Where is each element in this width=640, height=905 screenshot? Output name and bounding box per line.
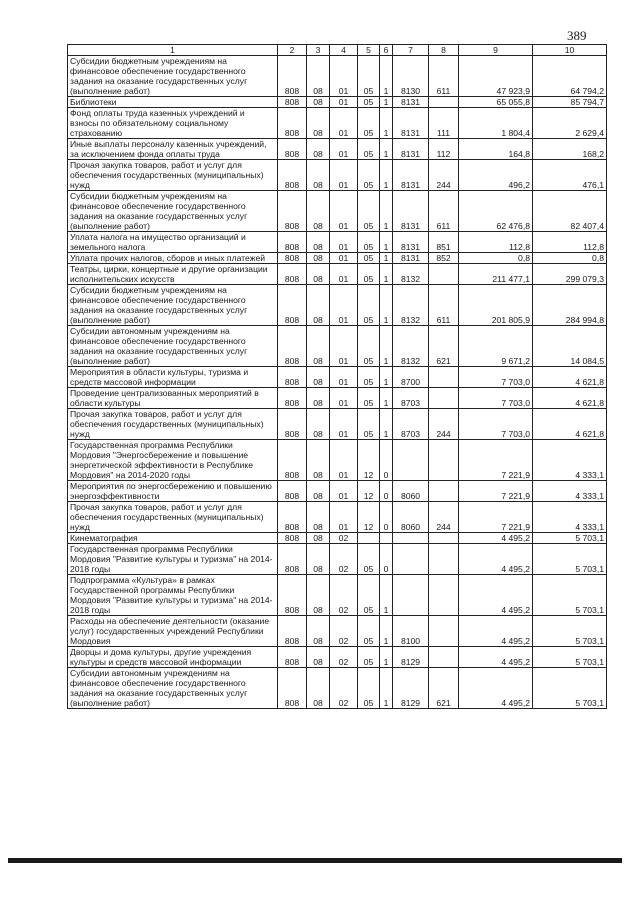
code-program: 05 [358,232,380,253]
table-row [68,409,607,440]
code-subsection: 02 [330,668,358,709]
code-program: 05 [358,160,380,191]
code-article: 8700 [393,367,429,388]
code-article: 8132 [393,264,429,285]
amount-year-1: 7 221,9 [459,502,533,533]
code-subsection: 02 [330,647,358,668]
code-subsection: 01 [330,367,358,388]
amount-year-1: 211 477,1 [459,264,533,285]
code-ministry: 808 [278,232,307,253]
amount-year-2: 4 621,8 [533,367,607,388]
code-article: 8131 [393,253,429,264]
amount-year-1: 47 923,9 [459,56,533,97]
code-subsection: 01 [330,97,358,108]
amount-year-2: 5 703,1 [533,544,607,575]
amount-year-1: 112,8 [459,232,533,253]
code-article: 8703 [393,388,429,409]
code-expense-type: 611 [429,56,459,97]
table-row [68,253,607,264]
amount-year-1: 1 804,4 [459,108,533,139]
code-expense-type [429,544,459,575]
code-program: 05 [358,326,380,367]
code-expense-type: 621 [429,668,459,709]
amount-year-1: 4 495,2 [459,575,533,616]
code-subprogram: 1 [380,285,393,326]
code-expense-type [429,575,459,616]
code-subprogram [380,533,393,544]
code-ministry: 808 [278,440,307,481]
code-subsection: 01 [330,502,358,533]
code-section: 08 [307,575,330,616]
code-program: 05 [358,108,380,139]
code-subsection: 01 [330,232,358,253]
code-ministry: 808 [278,533,307,544]
amount-year-2: 4 621,8 [533,388,607,409]
amount-year-2: 0,8 [533,253,607,264]
row-name: Библиотеки [68,97,278,108]
amount-year-2: 5 703,1 [533,616,607,647]
code-program: 05 [358,388,380,409]
code-section: 08 [307,440,330,481]
code-ministry: 808 [278,285,307,326]
code-article: 8131 [393,160,429,191]
code-program: 05 [358,544,380,575]
code-ministry: 808 [278,388,307,409]
code-ministry: 808 [278,575,307,616]
amount-year-1: 201 805,9 [459,285,533,326]
code-article [393,440,429,481]
code-section: 08 [307,616,330,647]
amount-year-1: 4 495,2 [459,616,533,647]
amount-year-2: 82 407,4 [533,191,607,232]
code-subsection: 01 [330,253,358,264]
amount-year-2: 168,2 [533,139,607,160]
code-ministry: 808 [278,160,307,191]
amount-year-2: 284 994,8 [533,285,607,326]
code-subsection: 01 [330,108,358,139]
code-program: 05 [358,616,380,647]
code-program: 05 [358,139,380,160]
code-ministry: 808 [278,367,307,388]
table-row [68,668,607,709]
table-row [68,139,607,160]
code-ministry: 808 [278,191,307,232]
code-ministry: 808 [278,264,307,285]
table-row [68,481,607,502]
amount-year-1: 7 221,9 [459,481,533,502]
column-header: 1 [68,45,278,56]
amount-year-2: 4 333,1 [533,502,607,533]
code-expense-type: 244 [429,502,459,533]
row-name: Расходы на обеспечение деятельности (оказание услуг) государственных учреждений Республики Мордовия [68,616,278,647]
row-name: Субсидии бюджетным учреждениям на финансовое обеспечение государственного задания на оказание государственных услуг (выполнение работ) [68,285,278,326]
row-name: Уплата налога на имущество организаций и земельного налога [68,232,278,253]
code-subprogram: 1 [380,668,393,709]
code-expense-type [429,481,459,502]
code-ministry: 808 [278,97,307,108]
code-section: 08 [307,326,330,367]
code-section: 08 [307,544,330,575]
code-subprogram: 1 [380,575,393,616]
code-section: 08 [307,647,330,668]
code-subprogram: 1 [380,616,393,647]
code-article: 8132 [393,326,429,367]
amount-year-2: 5 703,1 [533,533,607,544]
code-subprogram: 1 [380,160,393,191]
amount-year-1: 4 495,2 [459,544,533,575]
amount-year-1: 0,8 [459,253,533,264]
table-row [68,502,607,533]
code-article [393,544,429,575]
code-expense-type: 244 [429,409,459,440]
code-subprogram: 1 [380,409,393,440]
amount-year-2: 4 333,1 [533,440,607,481]
code-expense-type [429,616,459,647]
code-article: 8129 [393,668,429,709]
table-row [68,575,607,616]
code-program: 12 [358,502,380,533]
amount-year-1: 62 476,8 [459,191,533,232]
code-subprogram: 1 [380,388,393,409]
code-ministry: 808 [278,56,307,97]
code-subsection: 01 [330,160,358,191]
code-expense-type: 111 [429,108,459,139]
code-section: 08 [307,367,330,388]
code-ministry: 808 [278,139,307,160]
table-row [68,191,607,232]
header-row [68,45,607,56]
code-program: 05 [358,647,380,668]
code-expense-type [429,264,459,285]
row-name: Прочая закупка товаров, работ и услуг для обеспечения государственных (муниципальных) нужд [68,160,278,191]
table-row [68,533,607,544]
amount-year-2: 5 703,1 [533,575,607,616]
code-section: 08 [307,533,330,544]
row-name: Подпрограмма «Культура» в рамках Государственной программы Республики Мордовия "Развитие культуры и туризма" на 2014-2018 годы [68,575,278,616]
code-expense-type [429,97,459,108]
amount-year-2: 14 084,5 [533,326,607,367]
code-ministry: 808 [278,668,307,709]
row-name: Дворцы и дома культуры, другие учреждения культуры и средств массовой информации [68,647,278,668]
code-section: 08 [307,668,330,709]
amount-year-2: 5 703,1 [533,668,607,709]
row-name: Проведение централизованных мероприятий в области культуры [68,388,278,409]
row-name: Уплата прочих налогов, сборов и иных платежей [68,253,278,264]
row-name: Мероприятия по энергосбережению и повышению энергоэффективности [68,481,278,502]
row-name: Государственная программа Республики Мордовия "Энергосбережение и повышение энергетической эффективности в Республике Мордовия" на 2014-2020 годы [68,440,278,481]
amount-year-1: 9 671,2 [459,326,533,367]
code-article [393,575,429,616]
amount-year-2: 5 703,1 [533,647,607,668]
code-subprogram: 1 [380,326,393,367]
code-article: 8130 [393,56,429,97]
amount-year-1: 7 703,0 [459,388,533,409]
code-subsection: 01 [330,56,358,97]
table-row [68,285,607,326]
code-subsection: 01 [330,264,358,285]
row-name: Иные выплаты персоналу казенных учреждений, за исключением фонда оплаты труда [68,139,278,160]
amount-year-1: 4 495,2 [459,533,533,544]
row-name: Прочая закупка товаров, работ и услуг для обеспечения государственных (муниципальных) нужд [68,409,278,440]
row-name: Фонд оплаты труда казенных учреждений и взносы по обязательному социальному страхованию [68,108,278,139]
code-subsection: 02 [330,616,358,647]
amount-year-2: 85 794,7 [533,97,607,108]
table-row [68,160,607,191]
table-row [68,108,607,139]
code-subsection: 01 [330,440,358,481]
code-section: 08 [307,160,330,191]
code-subprogram: 1 [380,232,393,253]
code-article: 8131 [393,108,429,139]
code-section: 08 [307,253,330,264]
code-section: 08 [307,108,330,139]
column-header: 5 [358,45,380,56]
code-subprogram: 1 [380,191,393,232]
amount-year-1: 4 495,2 [459,668,533,709]
code-expense-type: 611 [429,191,459,232]
code-expense-type: 244 [429,160,459,191]
code-expense-type: 112 [429,139,459,160]
code-program: 05 [358,97,380,108]
row-name: Кинематография [68,533,278,544]
code-section: 08 [307,264,330,285]
code-program: 05 [358,575,380,616]
code-subsection: 01 [330,388,358,409]
table-row [68,326,607,367]
code-subprogram: 1 [380,97,393,108]
code-article: 8100 [393,616,429,647]
column-header: 2 [278,45,307,56]
row-name: Субсидии бюджетным учреждениям на финансовое обеспечение государственного задания на оказание государственных услуг (выполнение работ) [68,191,278,232]
code-subprogram: 0 [380,544,393,575]
budget-table [67,44,607,709]
row-name: Субсидии автономным учреждениям на финансовое обеспечение государственного задания на оказание государственных услуг (выполнение работ) [68,326,278,367]
code-subsection: 01 [330,191,358,232]
code-expense-type [429,440,459,481]
code-article: 8060 [393,502,429,533]
code-subsection: 02 [330,533,358,544]
code-section: 08 [307,502,330,533]
code-subsection: 01 [330,285,358,326]
code-section: 08 [307,409,330,440]
table-row [68,388,607,409]
amount-year-1: 164,8 [459,139,533,160]
code-ministry: 808 [278,502,307,533]
bottom-border-bar [8,858,622,863]
code-program: 05 [358,367,380,388]
table-row [68,232,607,253]
code-program: 05 [358,264,380,285]
code-subprogram: 0 [380,481,393,502]
code-expense-type [429,647,459,668]
code-ministry: 808 [278,409,307,440]
code-expense-type: 851 [429,232,459,253]
code-article: 8060 [393,481,429,502]
code-ministry: 808 [278,108,307,139]
code-ministry: 808 [278,253,307,264]
amount-year-2: 112,8 [533,232,607,253]
row-name: Государственная программа Республики Мордовия "Развитие культуры и туризма" на 2014-2018 годы [68,544,278,575]
amount-year-1: 65 055,8 [459,97,533,108]
amount-year-2: 476,1 [533,160,607,191]
code-section: 08 [307,481,330,502]
code-subprogram: 1 [380,253,393,264]
code-ministry: 808 [278,544,307,575]
code-expense-type: 621 [429,326,459,367]
row-name: Прочая закупка товаров, работ и услуг для обеспечения государственных (муниципальных) нужд [68,502,278,533]
code-expense-type [429,367,459,388]
code-subprogram: 0 [380,502,393,533]
table-row [68,544,607,575]
amount-year-2: 4 621,8 [533,409,607,440]
code-subprogram: 1 [380,108,393,139]
code-subsection: 02 [330,575,358,616]
code-program: 05 [358,253,380,264]
code-subprogram: 1 [380,56,393,97]
amount-year-2: 64 794,2 [533,56,607,97]
column-header: 6 [380,45,393,56]
table-row [68,647,607,668]
amount-year-1: 7 221,9 [459,440,533,481]
amount-year-1: 4 495,2 [459,647,533,668]
code-program: 05 [358,56,380,97]
code-expense-type: 611 [429,285,459,326]
column-header: 8 [429,45,459,56]
table-row [68,440,607,481]
column-header: 9 [459,45,533,56]
code-section: 08 [307,388,330,409]
code-article: 8703 [393,409,429,440]
code-section: 08 [307,285,330,326]
code-section: 08 [307,56,330,97]
code-article: 8131 [393,191,429,232]
code-program: 12 [358,481,380,502]
code-subsection: 01 [330,326,358,367]
row-name: Театры, цирки, концертные и другие организации исполнительских искусств [68,264,278,285]
code-section: 08 [307,191,330,232]
table-row [68,264,607,285]
code-subsection: 01 [330,409,358,440]
column-header: 10 [533,45,607,56]
code-section: 08 [307,97,330,108]
code-subsection: 02 [330,544,358,575]
code-article [393,533,429,544]
code-ministry: 808 [278,616,307,647]
table-row [68,56,607,97]
column-header: 3 [307,45,330,56]
column-header: 7 [393,45,429,56]
code-subsection: 01 [330,139,358,160]
code-article: 8129 [393,647,429,668]
code-subprogram: 1 [380,139,393,160]
code-program: 12 [358,440,380,481]
code-article: 8131 [393,97,429,108]
page-number: 389 [567,28,587,43]
code-subprogram: 0 [380,440,393,481]
amount-year-1: 7 703,0 [459,409,533,440]
code-section: 08 [307,232,330,253]
amount-year-2: 4 333,1 [533,481,607,502]
code-ministry: 808 [278,647,307,668]
code-ministry: 808 [278,326,307,367]
code-program: 05 [358,285,380,326]
table-row [68,97,607,108]
table-row [68,367,607,388]
code-subsection: 01 [330,481,358,502]
amount-year-2: 2 629,4 [533,108,607,139]
code-subprogram: 1 [380,647,393,668]
amount-year-1: 496,2 [459,160,533,191]
code-article: 8131 [393,139,429,160]
code-section: 08 [307,139,330,160]
code-subprogram: 1 [380,264,393,285]
row-name: Субсидии бюджетным учреждениям на финансовое обеспечение государственного задания на оказание государственных услуг (выполнение работ) [68,56,278,97]
code-ministry: 808 [278,481,307,502]
code-subprogram: 1 [380,367,393,388]
code-program: 05 [358,668,380,709]
code-article: 8131 [393,232,429,253]
code-expense-type: 852 [429,253,459,264]
column-header: 4 [330,45,358,56]
amount-year-1: 7 703,0 [459,367,533,388]
code-expense-type [429,388,459,409]
amount-year-2: 299 079,3 [533,264,607,285]
row-name: Субсидии автономным учреждениям на финансовое обеспечение государственного задания на оказание государственных услуг (выполнение работ) [68,668,278,709]
row-name: Мероприятия в области культуры, туризма и средств массовой информации [68,367,278,388]
table-row [68,616,607,647]
code-program [358,533,380,544]
code-program: 05 [358,409,380,440]
code-expense-type [429,533,459,544]
code-program: 05 [358,191,380,232]
code-article: 8132 [393,285,429,326]
